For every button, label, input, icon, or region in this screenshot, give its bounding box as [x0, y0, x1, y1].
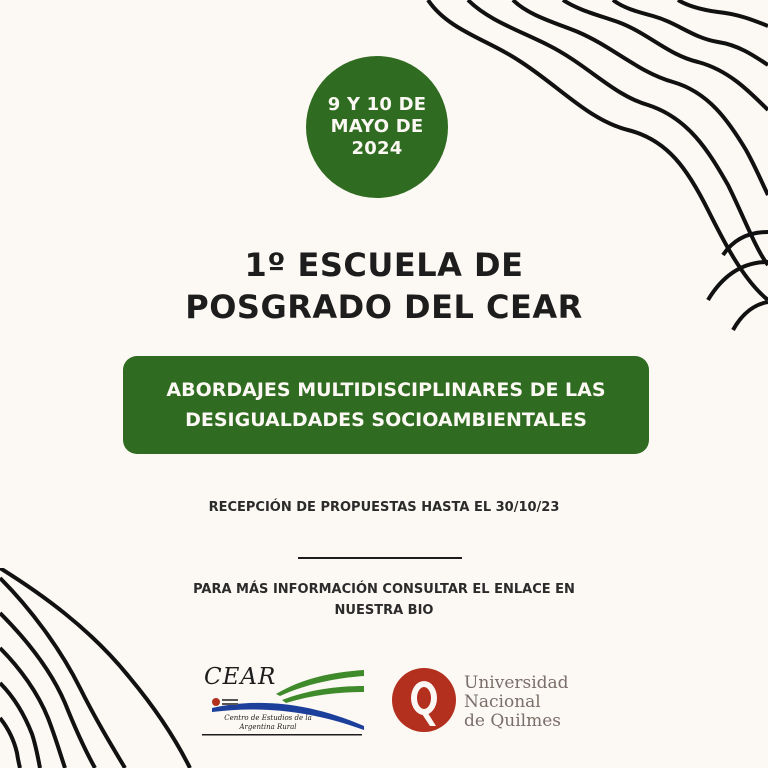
unq-logo	[390, 664, 590, 738]
unq-logo-text	[464, 674, 594, 731]
more-info-text: PARA MÁS INFORMACIÓN CONSULTAR EL ENLACE EN NUESTRA BIO	[193, 582, 575, 618]
unq-line-1: Universidad	[464, 673, 569, 693]
date-badge	[306, 56, 448, 198]
page-title	[100, 244, 668, 328]
cear-logo	[198, 664, 364, 738]
title-line-2: POSGRADO DEL CEAR	[185, 288, 583, 326]
cear-logo-subtitle: Centro de Estudios de la Argentina Rural	[224, 714, 312, 731]
unq-emblem-icon	[390, 664, 464, 738]
divider	[298, 557, 462, 559]
unq-line-3: de Quilmes	[464, 711, 562, 731]
contour-lines-bottom-left	[0, 568, 210, 768]
reception-deadline-text: RECEPCIÓN DE PROPUESTAS HASTA EL 30/10/23	[208, 500, 560, 515]
subtitle-text: ABORDAJES MULTIDISCIPLINARES DE LAS DESIGUALDADES SOCIOAMBIENTALES	[166, 379, 606, 431]
date-text: 9 Y 10 DE MAYO DE 2024	[327, 94, 427, 159]
title-line-1: 1º ESCUELA DE	[244, 246, 524, 284]
unq-line-2: Nacional	[464, 692, 541, 712]
cear-logo-name: CEAR	[204, 664, 277, 690]
subtitle-banner	[123, 356, 649, 454]
